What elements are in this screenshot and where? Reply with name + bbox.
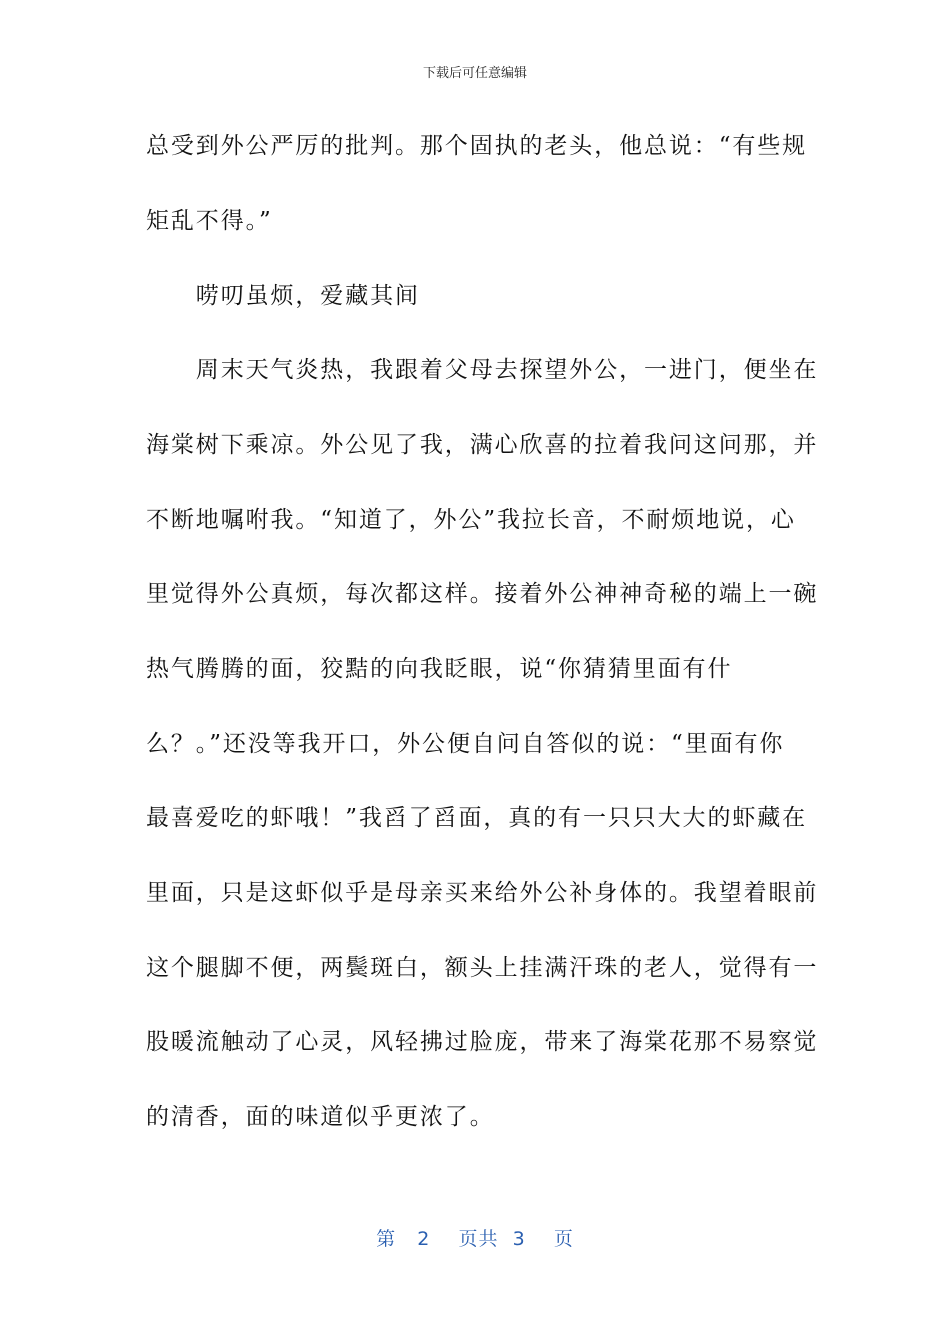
footer-prefix: 第 <box>376 1228 397 1250</box>
section-heading: 唠叨虽烦，爱藏其间 <box>146 283 420 309</box>
current-page-number: 2 <box>417 1228 431 1250</box>
text-line: 总受到外公严厉的批判。那个固执的老头，他总说：“有些规 <box>146 133 808 159</box>
footer-suffix: 页 <box>553 1228 574 1250</box>
text-line: 不断地嘱咐我。“知道了，外公”我拉长音，不耐烦地说，心 <box>146 507 796 533</box>
text-line: 的清香，面的味道似乎更浓了。 <box>146 1104 495 1130</box>
total-pages-number: 3 <box>512 1228 526 1250</box>
page-header: 下载后可任意编辑 <box>422 66 527 81</box>
text-line: 么？。”还没等我开口，外公便自问自答似的说：“里面有你 <box>146 731 785 757</box>
page-footer <box>0 1226 950 1252</box>
text-line: 这个腿脚不便，两鬓斑白，额头上挂满汗珠的老人，觉得有一 <box>146 955 819 981</box>
text-line: 里面，只是这虾似乎是母亲买来给外公补身体的。我望着眼前 <box>146 880 819 906</box>
text-line: 海棠树下乘凉。外公见了我，满心欣喜的拉着我问这问那，并 <box>146 432 819 458</box>
text-line: 矩乱不得。” <box>146 208 273 234</box>
text-line: 里觉得外公真烦，每次都这样。接着外公神神奇秘的端上一碗 <box>146 581 819 607</box>
text-line: 最喜爱吃的虾哦！”我舀了舀面，真的有一只只大大的虾藏在 <box>146 805 808 831</box>
text-line: 周末天气炎热，我跟着父母去探望外公，一进门，便坐在 <box>146 357 819 383</box>
text-line: 股暖流触动了心灵，风轻拂过脸庞，带来了海棠花那不易察觉 <box>146 1029 819 1055</box>
text-line: 热气腾腾的面，狡黠的向我眨眼，说“你猜猜里面有什 <box>146 656 733 682</box>
footer-middle: 页共 <box>458 1228 499 1250</box>
